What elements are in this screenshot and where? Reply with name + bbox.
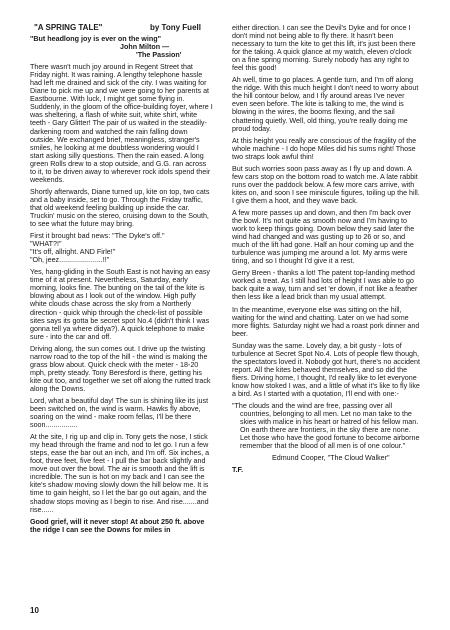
epigraph-line-1: "But headlong joy is ever on the wing" <box>30 35 161 43</box>
paragraph: But such worries soon pass away as I fly up and down. A few cars stop on the bottom road to watch me. A late rabbit runs over the paddock below. A few more cars arrive, with kites on, and soon I see miniscule figures, toiling up the hill. I give them a hoot, and they wave back. <box>232 164 420 205</box>
quotation-attribution: Edmund Cooper, "The Cloud Walker" <box>272 454 390 463</box>
dialogue-line: "Oh, jeez......................!!" <box>30 256 110 265</box>
paragraph: Sunday was the same. Lovely day, a bit gusty - lots of turbulence at Secret Spot No.4. Lots of people flew though, the spectators loved it. Nobody got hurt, there's no accident report. All the kites behaved themselves, and so did the fliers. Driving home, I thought, I'd really like to let everyone know how stoked I was, and a little of what it's like to fly like a bird. As I started with a quotation, I'll end with one:- <box>232 341 420 398</box>
epigraph-line-3: 'The Passion' <box>136 51 182 60</box>
paragraph: Shortly afterwards, Diane turned up, kite on top, two cats and a baby inside, set to go. Through the Friday traffic, that old weekend feeling building up inside the car. Truckin' music on the stereo, cruising down to the South, to see what the future may bring. <box>30 187 210 229</box>
paragraph: First it brought bad news: "The Dyke's off." <box>30 232 165 241</box>
paragraph: Driving along, the sun comes out. I drive up the twisting narrow road to the top of the hill - the wind is making the grass blow about. Quick check with the meter - 18-20 mph, pretty steady. Tony Beresford is there, getting his kite out too, and together we set off along the rutted track along the Downs. <box>30 344 211 393</box>
closing-quotation: "The clouds and the wind are free, passing over all countries, belonging to all men. Let no man take to the skies with malice in his heart or hatred of his fellow man. On earth there are frontiers, in the sky there are none. Let those who have the good fortune to become airborne remember that the blood of all men is of one colour." <box>232 402 420 451</box>
epigraph-line-2: John Milton — <box>120 43 170 52</box>
paragraph: either direction. I can see the Devil's Dyke and for once I don't mind not being able to fly there. It hasn't been necessary to turn the kite to get this lift, it's just been there for the taking. A quick glance at my watch, eleven o'clock on a fine spring morning. Surely nobody has any right to feel this good! <box>232 24 416 73</box>
title-row <box>30 24 213 35</box>
paragraph: At the site, I rig up and clip in. Tony gets the nose, I stick my head through the frame and nod to let go. I run a few steps, ease the bar out an inch, and I'm off. Six inches, a foot, three feet, five feet - I pull the bar back slightly and move out over the bowl. The air is smooth and the lift is incredible. The sun is hot on my back and I can see the kite's shadow moving slowly down the hill below me. It is time to gain height, so I let the bar go out again, and the shadow stops moving as I begin to rise. And rise.......and rise...... <box>30 433 210 514</box>
paragraph: A few more passes up and down, and then I'm back over the bowl. It's not quite as smooth now and I'm having to work to keep things going. Down below they said later the wind had changed and was gusting up to 26 or so, and much of the lift had gone. Half an hour coming up and the turbulence was jumping me around a lot. My arms were tiring, and so I thought I'd give it a rest. <box>232 208 415 266</box>
article-title: "A SPRING TALE" <box>34 23 103 32</box>
epigraph <box>30 35 213 59</box>
author-signoff: T.F. <box>232 466 244 475</box>
paragraph: Gerry Breen - thanks a lot! The patent top-landing method worked a treat. As I still had lots of height I was able to go back quite a way, turn and set 'er down, if not like a feather then less like a lead brick than my usual attempt. <box>232 269 418 302</box>
paragraph: In the meantime, everyone else was sitting on the hill, waiting for the wind and chatting. Later on we had some more flights. Saturday night we had a roast pork dinner and beer. <box>232 305 420 338</box>
paragraph: Yes, hang-gliding in the South East is not having an easy time of it at present. Nevertheless, Saturday, early morning, looks fine. The bunting on the tail of the kite is blowing about as I look out of the window. High puffy white clouds chase across the sky from a Northerly direction - quick whip through the check-list of possible sites says its gotta be secret spot No.4 (didn't think I was gonna tell ya where didya?). A quick telephone to make sure - into the car and off. <box>30 268 210 341</box>
closing-paragraph: Good grief, will it never stop! At about 250 ft. above the ridge I can see the Downs for miles in <box>30 517 205 534</box>
paragraph: Lord, what a beautiful day! The sun is shining like its just been switched on, the wind is warm. Hawks fly above, soaring on the wind - make room fellas, I'll be there soon................ <box>30 396 209 430</box>
paragraph: There wasn't much joy around in Regent Street that Friday night. It was raining. A lengthy telephone hassle had left me drained and sick of the city. I was waiting for Diane to pick me up and we were going to her parents at Eastbourne. With luck, I might get some flying in. Suddenly, in the gloom of the office-building foyer, where I was sheltering, a flash of white suit, white shirt, white teeth - Gary Glitter! The pair of us waited in the steadily-darkening room and watched the rain falling down outside. We exchanged brief, meaningless, stranger's smiles, he looking at me doubtless wondering would I start asking silly questions. Then the rain eased. A long green Rolls drew to a stop outside, and G.G. ran across to it, to be driven away to wherever rock idols spend their weekends. <box>30 63 213 184</box>
dialogue-line: "WHAT?!" <box>30 240 62 249</box>
left-column <box>30 24 213 538</box>
paragraph: Ah well, time to go places. A gentle turn, and I'm off along the ridge. With this much height I don't need to worry about the hill contour below, and I fly around areas I've never even seen before. The kite is talking to me, the wind is blowing in the wires, the booms flexing, and the sail chattering quietly. Well, old thing, you're really doing me proud today. <box>232 76 419 133</box>
paragraph: At this height you really are conscious of the fragility of the whole machine - I do hope Miles did his sums right! Those two straps look awful thin! <box>232 136 417 161</box>
page-number: 10 <box>30 606 39 615</box>
dialogue-line: "It's off, allright. AND Firle!" <box>30 248 116 257</box>
right-column <box>232 24 420 478</box>
article-byline: by Tony Fuell <box>150 23 201 32</box>
